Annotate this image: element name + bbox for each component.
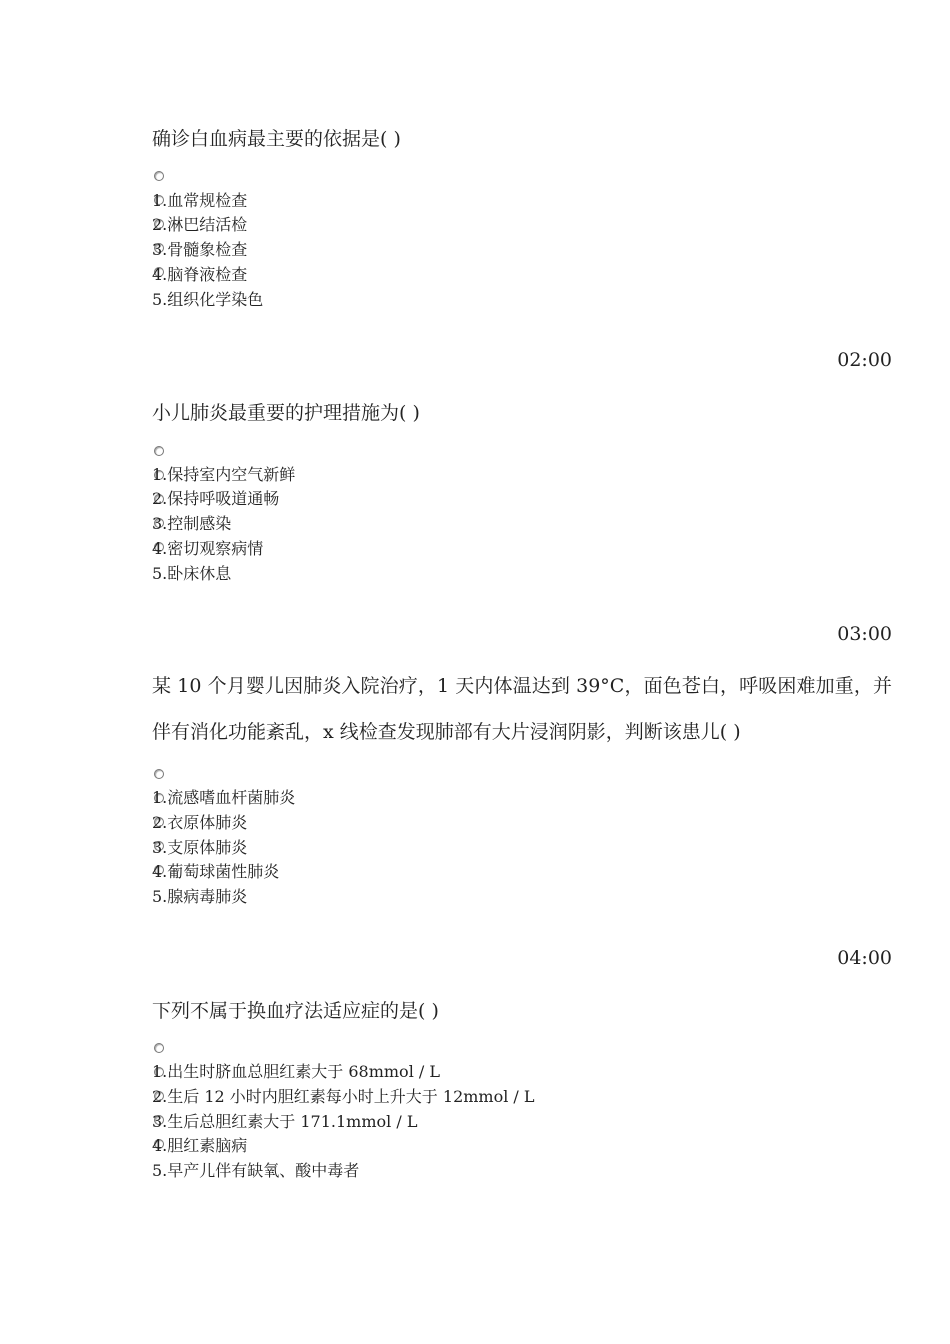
- question-1-option-2[interactable]: 2.淋巴结活检: [152, 215, 248, 234]
- question-2-text: 小儿肺炎最重要的护理措施为( ): [152, 402, 420, 424]
- question-1-option-4[interactable]: 4.脑脊液检查: [152, 265, 248, 284]
- question-4-option-3[interactable]: 3.生后总胆红素大于 171.1mmol / L: [152, 1112, 418, 1131]
- question-4-option-2[interactable]: 2.生后 12 小时内胆红素每小时上升大于 12mmol / L: [152, 1087, 535, 1106]
- question-4-option-1[interactable]: 1.出生时脐血总胆红素大于 68mmol / L: [152, 1062, 440, 1081]
- question-2-option-4[interactable]: 4.密切观察病情: [152, 539, 264, 558]
- question-4-option-5[interactable]: 5.早产儿伴有缺氧、酸中毒者: [152, 1161, 360, 1180]
- question-3-option-1[interactable]: 1.流感嗜血杆菌肺炎: [152, 788, 296, 807]
- question-4-option-4[interactable]: 4.胆红素脑病: [152, 1136, 248, 1155]
- question-1-option-1[interactable]: 1.血常规检查: [152, 191, 248, 210]
- question-4-radio-1[interactable]: [154, 1043, 164, 1053]
- question-1-text: 确诊白血病最主要的依据是( ): [152, 128, 401, 150]
- question-4-text: 下列不属于换血疗法适应症的是( ): [152, 1000, 439, 1022]
- question-2-option-1[interactable]: 1.保持室内空气新鲜: [152, 465, 296, 484]
- question-3-option-4[interactable]: 4.葡萄球菌性肺炎: [152, 862, 280, 881]
- question-2-timer: 02:00: [837, 349, 892, 371]
- question-3-option-2[interactable]: 2.衣原体肺炎: [152, 813, 248, 832]
- question-2-option-2[interactable]: 2.保持呼吸道通畅: [152, 489, 280, 508]
- question-1-radio-1[interactable]: [154, 171, 164, 181]
- question-1-option-3[interactable]: 3.骨髓象检查: [152, 240, 248, 259]
- question-3-text: 某 10 个月婴儿因肺炎入院治疗，1 天内体温达到 39°C，面色苍白，呼吸困难加重，并伴有消化功能紊乱，x 线检查发现肺部有大片浸润阴影，判断该患儿( ): [152, 675, 892, 743]
- question-4-timer: 04:00: [837, 947, 892, 969]
- question-3-timer: 03:00: [837, 623, 892, 645]
- question-2-radio-1[interactable]: [154, 446, 164, 456]
- question-1-option-5[interactable]: 5.组织化学染色: [152, 290, 264, 309]
- question-2-option-3[interactable]: 3.控制感染: [152, 514, 232, 533]
- question-3-option-5[interactable]: 5.腺病毒肺炎: [152, 887, 248, 906]
- question-3-option-3[interactable]: 3.支原体肺炎: [152, 838, 248, 857]
- question-3-radio-1[interactable]: [154, 769, 164, 779]
- question-2-option-5[interactable]: 5.卧床休息: [152, 564, 232, 583]
